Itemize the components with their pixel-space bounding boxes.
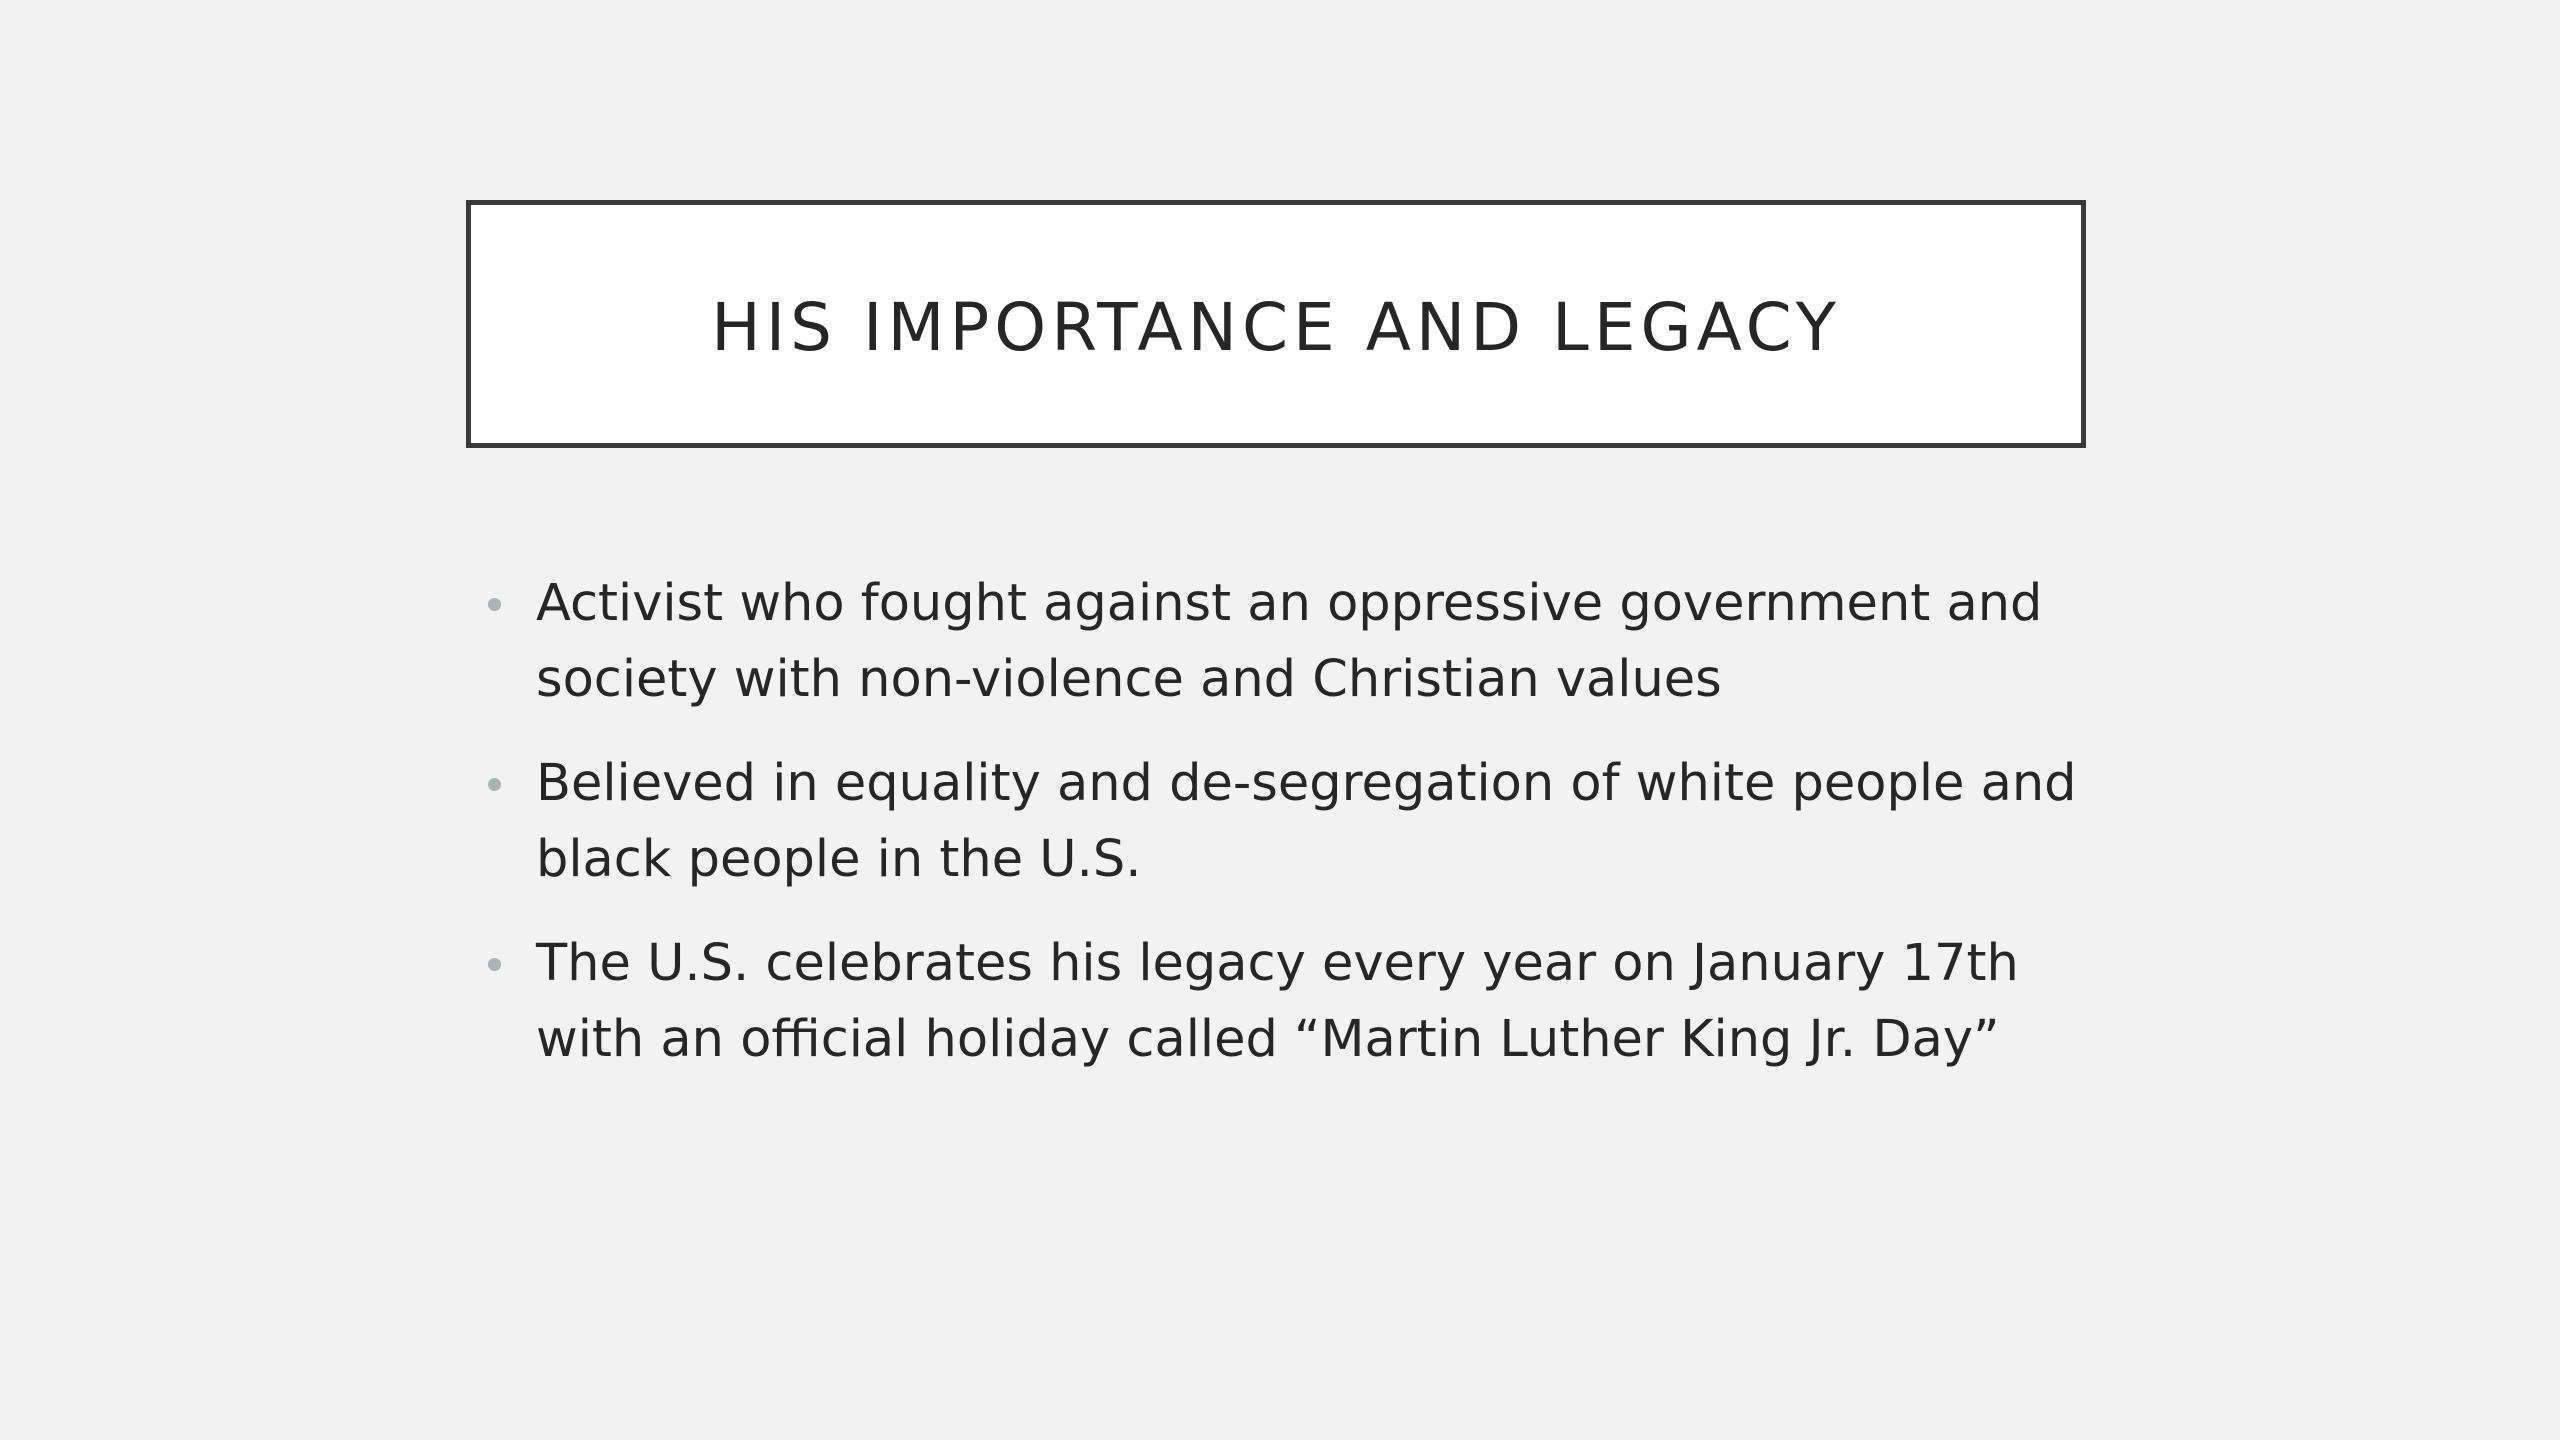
- bullet-list: [486, 566, 2126, 1106]
- slide-title: HIS IMPORTANCE AND LEGACY: [711, 288, 1841, 366]
- bullet-icon: [488, 746, 502, 822]
- bullet-item: [486, 566, 2126, 718]
- title-box: [466, 200, 2086, 448]
- bullet-text: The U.S. celebrates his legacy every year on January 17th with an official holiday called “Martin Luther King Jr. Day”: [536, 934, 2019, 1069]
- bullet-icon: [488, 926, 502, 1002]
- bullet-text: Activist who fought against an oppressive government and society with non-violence and Christian values: [536, 574, 2043, 709]
- bullet-item: [486, 746, 2126, 898]
- bullet-text: Believed in equality and de-segregation of white people and black people in the U.S.: [536, 754, 2077, 889]
- bullet-icon: [488, 566, 502, 642]
- bullet-item: [486, 926, 2126, 1078]
